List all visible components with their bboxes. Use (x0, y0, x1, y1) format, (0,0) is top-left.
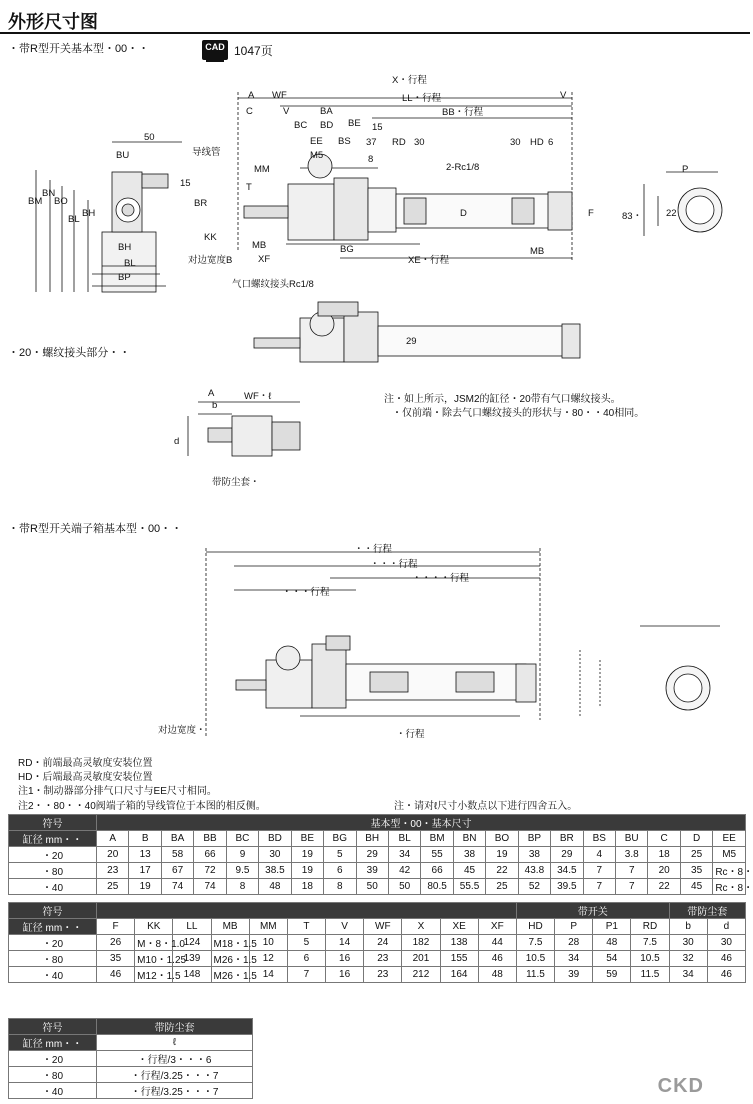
label-bb-stroke: BB・行程 (442, 107, 484, 118)
table2-col-header: b (669, 919, 707, 935)
table1-value-cell: 67 (161, 863, 193, 879)
label-bh2: BH (118, 242, 132, 253)
table3-symbol-header: 符号 (9, 1019, 97, 1035)
table2-value-cell: 155 (440, 951, 478, 967)
table3-l-header: ℓ (97, 1035, 253, 1051)
table2-value-cell: 46 (97, 967, 135, 983)
table2-col-header: P (555, 919, 593, 935)
table1-value-cell: 29 (356, 847, 388, 863)
table1-group-header: 基本型・00・基本尺寸 (97, 815, 746, 831)
table2-blank-header (97, 903, 517, 919)
switch-front (404, 198, 426, 224)
table1-value-cell: 58 (161, 847, 193, 863)
label-bp: BP (118, 272, 131, 283)
table2-value-cell: 28 (555, 935, 593, 951)
table2-value-cell: 182 (402, 935, 440, 951)
table1-value-cell: 66 (421, 863, 453, 879)
label-c: C (246, 106, 253, 117)
table2-value-cell: 14 (326, 935, 364, 951)
table1-value-cell: 38.5 (259, 863, 291, 879)
table2-col-header: HD (516, 919, 554, 935)
table1-value-cell: 19 (486, 847, 518, 863)
label-lead-pipe: 导线管 (192, 147, 221, 158)
label-f: F (588, 208, 594, 219)
table1-value-cell: Rc・8・ (713, 879, 746, 895)
label-wf: WF (272, 90, 287, 101)
table2-value-cell: 35 (97, 951, 135, 967)
table2-value-cell: 139 (173, 951, 211, 967)
table2-col-header: KK (135, 919, 173, 935)
table2-value-cell: 54 (593, 951, 631, 967)
label-a: A (248, 90, 255, 101)
section3-drawing (0, 540, 750, 740)
table1-value-cell: 4 (583, 847, 615, 863)
table1-value-cell: 25 (97, 879, 129, 895)
table1-col-header: BB (194, 831, 226, 847)
table1-value-cell: 9.5 (226, 863, 258, 879)
table1-value-cell: 74 (194, 879, 226, 895)
table2-value-cell: 7.5 (516, 935, 554, 951)
table2-value-cell: 24 (364, 935, 402, 951)
cad-page-ref: 1047页 (234, 44, 273, 58)
table2-col-header: P1 (593, 919, 631, 935)
table1-value-cell: 39 (356, 863, 388, 879)
table2-value-cell: 10.5 (516, 951, 554, 967)
table1-value-cell: 17 (129, 863, 161, 879)
ckd-logo: CKD (657, 1075, 704, 1097)
table2-value-cell: 201 (402, 951, 440, 967)
table1-value-cell: 38 (453, 847, 485, 863)
table1-value-cell: 19 (129, 879, 161, 895)
table1-value-cell: 30 (259, 847, 291, 863)
table1-value-cell: 6 (324, 863, 356, 879)
table1-value-cell: 7 (583, 879, 615, 895)
label-29: 29 (406, 336, 417, 347)
table1-value-cell: 19 (291, 863, 323, 879)
table1-col-header: BO (486, 831, 518, 847)
table1-value-cell: 52 (518, 879, 550, 895)
label-hd: HD (530, 137, 544, 148)
table1-col-header: C (648, 831, 680, 847)
label-m5: M5 (310, 150, 324, 161)
label-air-port: 气口螺纹接头Rc1/8 (232, 279, 314, 290)
table2-value-cell: 34 (669, 967, 707, 983)
label-mm: MM (254, 164, 270, 175)
table2-value-cell: 32 (669, 951, 707, 967)
label-d-2: d (174, 436, 180, 447)
table2-col-header: XE (440, 919, 478, 935)
label-bl: BL (68, 214, 80, 225)
table2-value-cell: 46 (707, 967, 745, 983)
table2-col-header: T (287, 919, 325, 935)
table1-value-cell: 8 (226, 879, 258, 895)
table1-value-cell: 29 (551, 847, 583, 863)
table1-bore-cell: ・80 (9, 863, 97, 879)
table2-symbol-header: 符号 (9, 903, 97, 919)
label-ll-stroke: LL・行程 (402, 93, 442, 104)
table1-col-header: BM (421, 831, 453, 847)
table-row (9, 847, 746, 863)
table-row (9, 967, 746, 983)
table3-l-cell: ・行程/3・・・6 (97, 1051, 253, 1067)
rear-cover (548, 192, 572, 230)
table1-value-cell: 13 (129, 847, 161, 863)
table2-value-cell: 7.5 (631, 935, 669, 951)
title-rule (0, 32, 750, 34)
label-15b: 15 (180, 178, 191, 189)
table1-bore-cell: ・40 (9, 879, 97, 895)
table1-value-cell: 80.5 (421, 879, 453, 895)
table2-value-cell: 23 (364, 951, 402, 967)
table2-value-cell: 14 (249, 967, 287, 983)
table2-value-cell: 34 (555, 951, 593, 967)
table2-value-cell: 124 (173, 935, 211, 951)
table1-col-header: BH (356, 831, 388, 847)
label-mb2: MB (530, 246, 545, 257)
table2-value-cell: M26・1.5 (211, 967, 249, 983)
table2-bore-cell: ・40 (9, 967, 97, 983)
table1-value-cell: 43.8 (518, 863, 550, 879)
table1-value-cell: 48 (259, 879, 291, 895)
table1-value-cell: 72 (194, 863, 226, 879)
table1-value-cell: 25 (486, 879, 518, 895)
table2-value-cell: 148 (173, 967, 211, 983)
table2-col-header: X (402, 919, 440, 935)
label-bn: BN (42, 188, 56, 199)
label-bd: BD (320, 120, 334, 131)
section3-label-1: ・・行程 (354, 544, 393, 555)
note-3: 注・请对ℓ尺寸小数点以下进行四舍五入。 (394, 801, 578, 812)
section1-heading: ・带R型开关基本型・00・・ (8, 43, 150, 55)
table2-value-cell: 164 (440, 967, 478, 983)
table2-col-header: V (326, 919, 364, 935)
table2-value-cell: 39 (555, 967, 593, 983)
table1-value-cell: 45 (680, 879, 712, 895)
brake-unit (334, 178, 368, 240)
table1-value-cell: 39.5 (551, 879, 583, 895)
table1-value-cell: 35 (680, 863, 712, 879)
label-bm: BM (28, 196, 43, 207)
label-bu: BU (116, 150, 130, 161)
table3-bore-cell: ・40 (9, 1083, 97, 1099)
label-bl2: BL (124, 258, 136, 269)
table3-bore-header: 缸径 mm・・ (9, 1035, 97, 1051)
table2-bore-cell: ・20 (9, 935, 97, 951)
label-br: BR (194, 198, 208, 209)
table2-value-cell: M12・1.5 (135, 967, 173, 983)
table1-value-cell: 22 (648, 879, 680, 895)
table1-value-cell: 23 (97, 863, 129, 879)
label-width-b: 对边宽度B (188, 255, 233, 266)
note-hd: HD・后端最高灵敏度安装位置 (18, 772, 153, 783)
table1-value-cell: 5 (324, 847, 356, 863)
table2-value-cell: 48 (593, 935, 631, 951)
table2-value-cell: 16 (326, 951, 364, 967)
section3-heading: ・带R型开关端子箱基本型・00・・ (8, 523, 183, 535)
table2-col-header: d (707, 919, 745, 935)
table1-value-cell: 45 (453, 863, 485, 879)
table-row (9, 935, 746, 951)
table1-col-header: BU (616, 831, 648, 847)
label-50: 50 (144, 132, 155, 143)
table2-col-header: MM (249, 919, 287, 935)
table1-value-cell: 18 (291, 879, 323, 895)
label-xe-stroke: XE・行程 (408, 255, 450, 266)
section1-drawing (0, 60, 750, 300)
table1-value-cell: 3.8 (616, 847, 648, 863)
table2-value-cell: 59 (593, 967, 631, 983)
label-15: 15 (372, 122, 383, 133)
label-37: 37 (366, 137, 377, 148)
table2-value-cell: 30 (669, 935, 707, 951)
section2-note1: 注・如上所示，JSM2的缸径・20带有气口螺纹接头。 (384, 394, 621, 405)
note-2: 注2・・80・・40阀端子箱的导线管位于本图的相反侧。 (18, 801, 266, 812)
table1-value-cell: 66 (194, 847, 226, 863)
table2-value-cell: 30 (707, 935, 745, 951)
label-boot: 带防尘套・ (212, 477, 260, 488)
table1-value-cell: 20 (97, 847, 129, 863)
label-wf-l: WF・ℓ (244, 391, 272, 402)
switch-rear (512, 198, 534, 224)
table1-col-header: A (97, 831, 129, 847)
cad-icon: CAD (202, 40, 228, 60)
label-bo: BO (54, 196, 68, 207)
table1-value-cell: 20 (648, 863, 680, 879)
label-rd: RD (392, 137, 406, 148)
table2-col-header: MB (211, 919, 249, 935)
table1-value-cell: 7 (616, 879, 648, 895)
table2-value-cell: 46 (478, 951, 516, 967)
table1-value-cell: 50 (388, 879, 420, 895)
table1-value-cell: 34 (388, 847, 420, 863)
table3-l-cell: ・行程/3.25・・・7 (97, 1067, 253, 1083)
table1-col-header: BN (453, 831, 485, 847)
table-row (9, 951, 746, 967)
table1-value-cell: 55.5 (453, 879, 485, 895)
label-b-2: b (212, 400, 218, 411)
table1-col-header: BL (388, 831, 420, 847)
table1-col-header: D (680, 831, 712, 847)
table2-bore-cell: ・80 (9, 951, 97, 967)
table1-value-cell: 9 (226, 847, 258, 863)
table2-value-cell: 16 (326, 967, 364, 983)
table2-bore-header: 缸径 mm・・ (9, 919, 97, 935)
table2-value-cell: 23 (364, 967, 402, 983)
lead-pipe (142, 174, 168, 188)
label-xf: XF (258, 254, 271, 265)
label-p: P (682, 164, 689, 175)
table1-value-cell: 74 (161, 879, 193, 895)
label-bs: BS (338, 136, 351, 147)
table2-col-header: LL (173, 919, 211, 935)
table2-value-cell: 138 (440, 935, 478, 951)
dimension-table-2 (8, 902, 746, 983)
page-title: 外形尺寸图 (8, 12, 98, 32)
table1-value-cell: 42 (388, 863, 420, 879)
table1-col-header: BP (518, 831, 550, 847)
table2-value-cell: 44 (478, 935, 516, 951)
table2-boot-header: 带防尘套 (669, 903, 745, 919)
table1-value-cell: 50 (356, 879, 388, 895)
table2-value-cell: M・8・1.0 (135, 935, 173, 951)
table2-value-cell: 6 (287, 951, 325, 967)
label-6: 6 (548, 137, 554, 148)
table-row (9, 879, 746, 895)
table1-bore-header: 缸径 mm・・ (9, 831, 97, 847)
label-v: V (560, 90, 567, 101)
table2-value-cell: M26・1.5 (211, 951, 249, 967)
table1-col-header: BC (226, 831, 258, 847)
table2-value-cell: 10 (249, 935, 287, 951)
table2-value-cell: 7 (287, 967, 325, 983)
front-cover (288, 184, 334, 240)
table2-value-cell: 46 (707, 951, 745, 967)
label-be: BE (348, 118, 361, 129)
table1-value-cell: 25 (680, 847, 712, 863)
dimension-table-1 (8, 814, 753, 895)
dimension-table-3 (8, 1018, 253, 1099)
table1-col-header: BA (161, 831, 193, 847)
table3-bore-cell: ・80 (9, 1067, 97, 1083)
table1-value-cell: 7 (616, 863, 648, 879)
table1-value-cell: 55 (421, 847, 453, 863)
label-30a: 30 (414, 137, 425, 148)
table2-value-cell: 212 (402, 967, 440, 983)
table1-value-cell: 22 (486, 863, 518, 879)
label-bh: BH (82, 208, 96, 219)
table3-boot-header: 带防尘套 (97, 1019, 253, 1035)
table2-value-cell: M10・1.25 (135, 951, 173, 967)
table2-value-cell: 11.5 (516, 967, 554, 983)
table2-value-cell: 48 (478, 967, 516, 983)
note-rd: RD・前端最高灵敏度安装位置 (18, 758, 153, 769)
table1-value-cell: 8 (324, 879, 356, 895)
table2-value-cell: 5 (287, 935, 325, 951)
label-22: 22 (666, 208, 677, 219)
table1-symbol-header: 符号 (9, 815, 97, 831)
section2-heading: ・20・螺纹接头部分・・ (8, 347, 131, 359)
table2-value-cell: 10.5 (631, 951, 669, 967)
section3-label-2: ・・・行程 (370, 559, 418, 570)
label-rc18: 2-Rc1/8 (446, 162, 480, 173)
table2-col-header: XF (478, 919, 516, 935)
table1-col-header: B (129, 831, 161, 847)
table2-col-header: RD (631, 919, 669, 935)
table1-col-header: EE (713, 831, 746, 847)
section2-note2: ・仅前端・除去气口螺纹接头的形状与・80・・40相同。 (392, 408, 645, 419)
section2-drawing (0, 290, 750, 490)
table1-value-cell: 38 (518, 847, 550, 863)
table1-value-cell: 34.5 (551, 863, 583, 879)
table1-col-header: BG (324, 831, 356, 847)
table2-col-header: WF (364, 919, 402, 935)
label-ba: BA (320, 106, 333, 117)
table3-l-cell: ・行程/3.25・・・7 (97, 1083, 253, 1099)
piston-rod (244, 206, 288, 218)
table1-col-header: BS (583, 831, 615, 847)
table2-switch-header: 带开关 (516, 903, 669, 919)
table1-col-header: BE (291, 831, 323, 847)
table2-value-cell: 26 (97, 935, 135, 951)
table1-value-cell: 19 (291, 847, 323, 863)
table1-bore-cell: ・20 (9, 847, 97, 863)
table2-value-cell: 12 (249, 951, 287, 967)
label-ee: EE (310, 136, 323, 147)
label-bg: BG (340, 244, 354, 255)
table1-value-cell: Rc・8・ (713, 863, 746, 879)
table3-bore-cell: ・20 (9, 1051, 97, 1067)
section3-label-3: ・・・・行程 (412, 573, 470, 584)
section3-width-label: 对边宽度・ (158, 725, 206, 736)
label-t: T (246, 182, 252, 193)
label-83: 83・ (622, 211, 643, 222)
table1-value-cell: 7 (583, 863, 615, 879)
table1-col-header: BD (259, 831, 291, 847)
table1-value-cell: 18 (648, 847, 680, 863)
label-30b: 30 (510, 137, 521, 148)
label-bc: BC (294, 120, 308, 131)
label-a-2: A (208, 388, 215, 399)
label-x-stroke: X・行程 (392, 75, 427, 86)
table2-value-cell: M18・1.5 (211, 935, 249, 951)
label-v2: V (283, 106, 290, 117)
label-d: D (460, 208, 467, 219)
table-row (9, 863, 746, 879)
section3-stroke-bottom: ・行程 (396, 729, 425, 740)
label-8: 8 (368, 154, 374, 165)
center-block (368, 188, 396, 232)
table1-value-cell: M5 (713, 847, 746, 863)
table2-col-header: F (97, 919, 135, 935)
label-kk: KK (204, 232, 217, 243)
label-mb: MB (252, 240, 267, 251)
section3-label-4: ・・・行程 (282, 587, 330, 598)
table2-value-cell: 11.5 (631, 967, 669, 983)
table1-col-header: BR (551, 831, 583, 847)
note-1: 注1・制动器部分排气口尺寸与EE尺寸相同。 (18, 786, 217, 797)
